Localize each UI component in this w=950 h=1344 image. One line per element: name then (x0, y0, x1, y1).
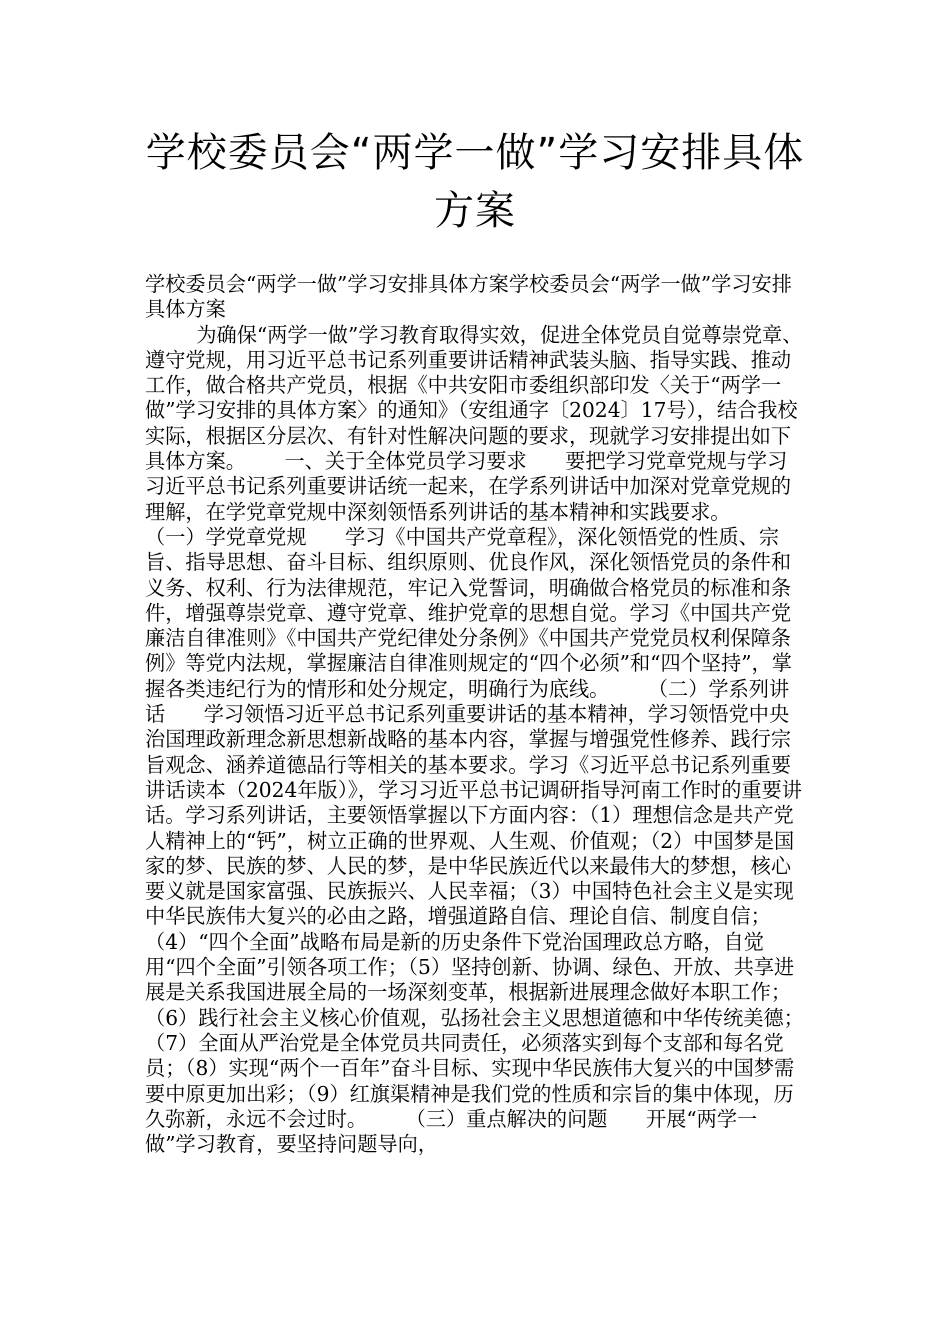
document-body: 学校委员会“两学一做”学习安排具体方案学校委员会“两学一做”学习安排具体方案 为确保“两学一做”学习教育取得实效，促进全体党员自觉尊崇党章、遵守党规，用习近平总书记系列重要讲话精神武装头脑、指导实践、推动工作，做合格共产党员，根据《中共安阳市委组织部印发〈关于“两学一做”学习安排的具体方案〉的通知》（安组通字〔2024〕17号），结合我校实际，根据区分层次、有针对性解决问题的要求，现就学习安排提出如下具体方案。 一、关于全体党员学习要求 要把学习党章党规与学习习近平总书记系列重要讲话统一起来，在学系列讲话中加深对党章党规的理解，在学党章党规中深刻领悟系列讲话的基本精神和实践要求。 （一）学党章党规 学习《中国共产党章程》，深化领悟党的性质、宗旨、指导思想、奋斗目标、组织原则、优良作风，深化领悟党员的条件和义务、权利、行为法律规范，牢记入党誓词，明确做合格党员的标准和条件，增强尊崇党章、遵守党章、维护党章的思想自觉。学习《中国共产党廉洁自律准则》《中国共产党纪律处分条例》《中国共产党党员权利保障条例》等党内法规，掌握廉洁自律准则规定的“四个必须”和“四个坚持”，掌握各类违纪行为的情形和处分规定，明确行为底线。 （二）学系列讲话 学习领悟习近平总书记系列重要讲话的基本精神，学习领悟党中央治国理政新理念新思想新战略的基本内容，掌握与增强党性修养、践行宗旨观念、涵养道德品行等相关的基本要求。学习《习近平总书记系列重要讲话读本（2024年版）》，学习习近平总书记调研指导河南工作时的重要讲话。学习系列讲话，主要领悟掌握以下方面内容：（1）理想信念是共产党人精神上的“钙”，树立正确的世界观、人生观、价值观；（2）中国梦是国家的梦、民族的梦、人民的梦，是中华民族近代以来最伟大的梦想，核心要义就是国家富强、民族振兴、人民幸福；（3）中国特色社会主义是实现中华民族伟大复兴的必由之路，增强道路自信、理论自信、制度自信；（4）“四个全面”战略布局是新的历史条件下党治国理政总方略，自觉用“四个全面”引领各项工作；（5）坚持创新、协调、绿色、开放、共享进展是关系我国进展全局的一场深刻变革，根据新进展理念做好本职工作；（6）践行社会主义核心价值观，弘扬社会主义思想道德和中华传统美德；（7）全面从严治党是全体党员共同责任，必须落实到每个支部和每名党员；（8）实现“两个一百年”奋斗目标、实现中华民族伟大复兴的中国梦需要中原更加出彩；（9）红旗渠精神是我们党的性质和宗旨的集中体现，历久弥新，永远不会过时。 （三）重点解决的问题 开展“两学一做”学习教育，要坚持问题导向， (145, 272, 804, 1157)
document-title: 学校委员会“两学一做”学习安排具体方案 (145, 130, 805, 234)
